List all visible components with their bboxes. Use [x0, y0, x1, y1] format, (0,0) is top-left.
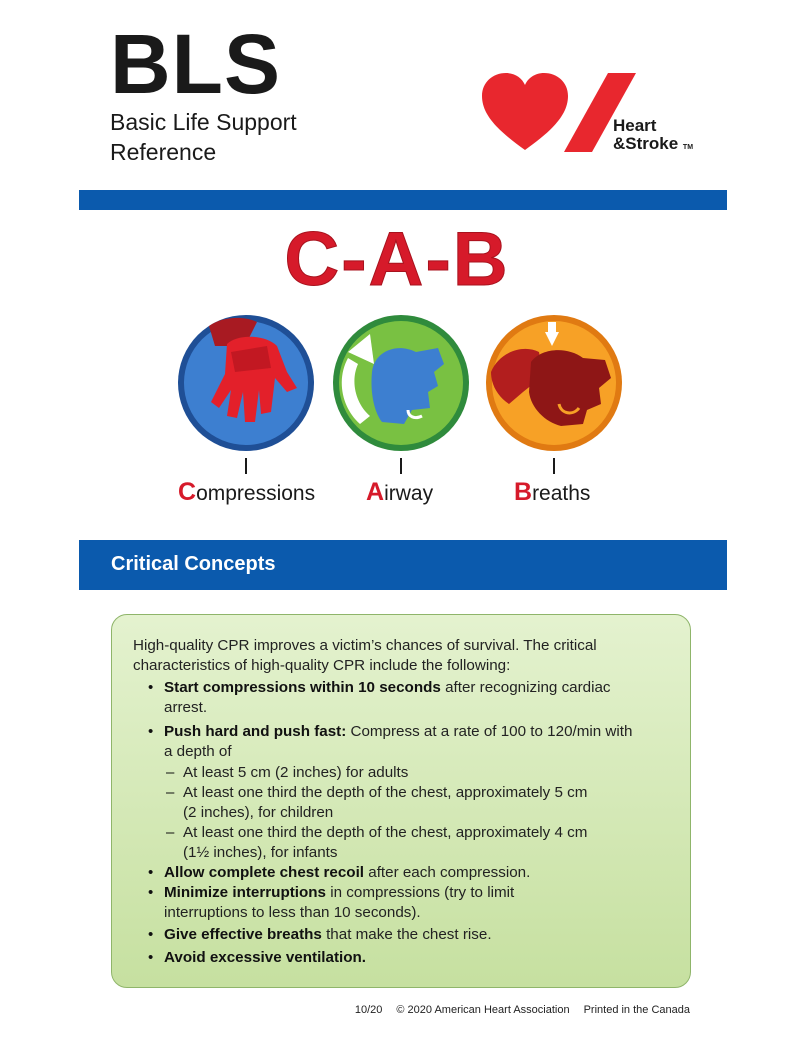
- heart-icon: [482, 73, 568, 150]
- page-footer: [0, 1004, 690, 1016]
- dash-marker: –: [166, 784, 175, 801]
- bullet-start-compressions: Start compressions within 10 seconds after recognizing cardiac: [164, 679, 611, 696]
- depth-children-line-1: At least one third the depth of the chest, approximately 5 cm: [183, 784, 588, 801]
- depth-infants-line-1: At least one third the depth of the chest, approximately 4 cm: [183, 824, 588, 841]
- bullet-push-hard: Push hard and push fast: Compress at a rate of 100 to 120/min with: [164, 723, 633, 740]
- bullet-chest-recoil: Allow complete chest recoil after each compression.: [164, 864, 531, 881]
- intro-line-2: characteristics of high-quality CPR include the following:: [133, 657, 511, 674]
- copyright: © 2020 American Heart Association: [396, 1004, 570, 1016]
- bullet-dot: •: [148, 926, 154, 943]
- compressions-initial: C: [178, 478, 197, 506]
- cab-title: C-A-B: [284, 217, 510, 302]
- bullet-avoid-ventilation: Avoid excessive ventilation.: [164, 949, 367, 966]
- hands-compression-icon: [175, 312, 317, 454]
- bullet-dot: •: [148, 679, 154, 696]
- logo-wordmark: [613, 117, 693, 157]
- breaths-tick: [553, 458, 555, 474]
- header-divider-bar: [79, 190, 727, 210]
- compressions-tick: [245, 458, 247, 474]
- rescue-breath-icon: [483, 312, 625, 454]
- bullet-push-hard-cont: a depth of: [164, 743, 232, 760]
- printed-in: Printed in the Canada: [583, 1004, 690, 1016]
- trademark-mark: TM: [682, 144, 694, 151]
- dash-marker: –: [166, 824, 175, 841]
- subtitle-line-2: Reference: [110, 139, 217, 165]
- airway-rest: irway: [384, 482, 434, 505]
- bullet-dot: •: [148, 884, 154, 901]
- bullet-dot: •: [148, 723, 154, 740]
- compressions-rest: ompressions: [196, 482, 316, 505]
- airway-initial: A: [366, 478, 385, 506]
- airway-tick: [400, 458, 402, 474]
- bullet-dot: •: [148, 949, 154, 966]
- breaths-initial: B: [514, 478, 533, 506]
- document-title: BLS: [110, 17, 281, 111]
- page-number: 10/20: [354, 1004, 383, 1016]
- depth-infants-line-2: (1½ inches), for infants: [183, 844, 338, 861]
- head-tilt-airway-icon: [330, 312, 472, 454]
- bullet-minimize-interruptions: Minimize interruptions in compressions (try to limit: [164, 884, 515, 901]
- bullet-start-compressions-cont: arrest.: [164, 699, 208, 716]
- logo-line-stroke: &Stroke TM: [613, 134, 694, 153]
- breaths-rest: reaths: [532, 482, 591, 505]
- label-breaths: [514, 478, 590, 507]
- label-airway: [366, 478, 433, 507]
- logo-line-heart: Heart: [613, 116, 657, 135]
- document-subtitle: [110, 107, 297, 167]
- intro-line-1: High-quality CPR improves a victim’s chances of survival. The critical: [133, 637, 597, 654]
- section-title: Critical Concepts: [111, 553, 276, 575]
- depth-adults: At least 5 cm (2 inches) for adults: [183, 764, 409, 781]
- label-compressions: [178, 478, 315, 507]
- depth-children-line-2: (2 inches), for children: [183, 804, 334, 821]
- bullet-effective-breaths: Give effective breaths that make the chest rise.: [164, 926, 492, 943]
- bullet-dot: •: [148, 864, 154, 881]
- dash-marker: –: [166, 764, 175, 781]
- bullet-minimize-interruptions-cont: interruptions to less than 10 seconds).: [164, 904, 421, 921]
- subtitle-line-1: Basic Life Support: [110, 109, 297, 135]
